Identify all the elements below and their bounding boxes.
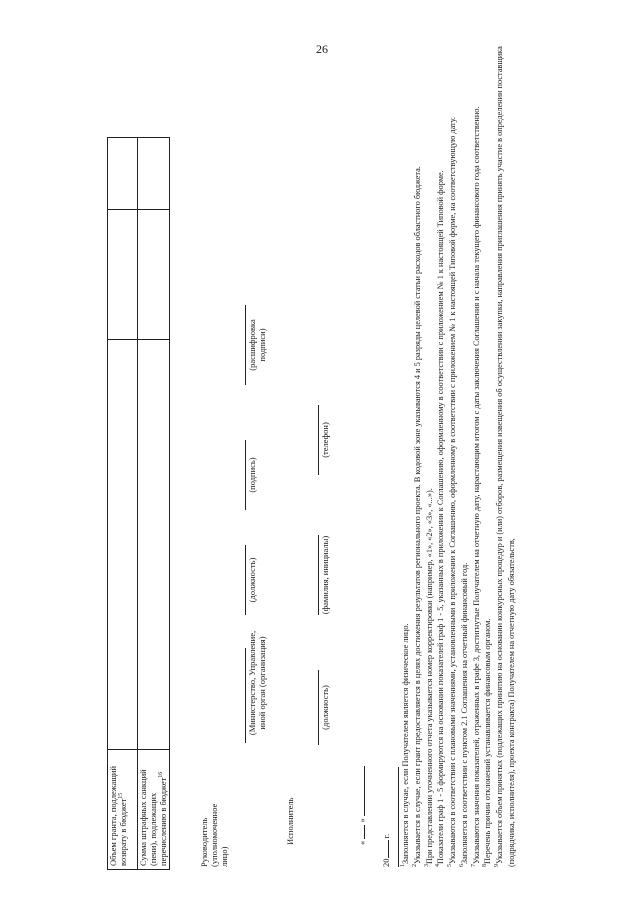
date-field xyxy=(358,766,368,845)
day-blank xyxy=(364,825,365,839)
ministry-caption: (Министерство, Управление, иной орган (организация) xyxy=(247,630,267,736)
table-cell xyxy=(138,340,170,750)
table-cell xyxy=(108,138,138,210)
row1-footnote-ref: 15 xyxy=(117,792,124,799)
footnote-text: Заполняется в соответствии с пунктом 2.1 Соглашения на отчетный финансовый год. xyxy=(459,562,469,864)
footnote xyxy=(400,17,412,867)
footnotes xyxy=(400,17,518,867)
footnote-number: 3 xyxy=(423,864,430,867)
table-cell-label xyxy=(108,750,138,870)
footnote xyxy=(471,17,483,867)
table-row xyxy=(138,138,170,870)
exec-position-line xyxy=(318,670,319,745)
date-quote-close: » xyxy=(357,818,367,823)
footnote xyxy=(424,17,436,867)
ministry-line xyxy=(245,648,246,743)
position-line xyxy=(245,545,246,615)
footnote-text: При представлении уточненного отчета указывается номер корректировки (например, «1», «2», «3», «...»). xyxy=(424,488,434,864)
footnote-number: 5 xyxy=(447,864,454,867)
fio-line xyxy=(318,535,319,615)
footnote-number: 9 xyxy=(494,864,501,867)
footnote-text: Указывается объем принятых (подлежащих принятию на основании конкурсных процедур и (или) отборов, размещения извещения об осуществлении закупки, направления приглашения принять участие в определении поставщика (подрядчика, исполнителя), проекта контракта) Получателем на отчетную дату обязательств, xyxy=(495,46,517,867)
date-quote-open: « xyxy=(357,840,367,845)
footnote-text: Указываются значения показателей, отраженных в графе 3, достигнутые Получателем на отчетную дату, нарастающим итогом с даты заключения Соглашения и с начала текущего финансового года соответственно. xyxy=(471,106,481,864)
year-field xyxy=(382,834,392,867)
footnote xyxy=(459,17,471,867)
footnote-number: 1 xyxy=(400,864,407,867)
signature-line xyxy=(245,440,246,510)
footnote-text: Показатели граф 1 - 5 формируются на основании показателей граф 1 - 5, указанных в приложении к Соглашению, оформленному в соответствии с приложением № 1 к настоящей Типовой форме. xyxy=(436,170,446,864)
head-label: Руководитель (уполномоченное лицо) xyxy=(199,803,229,867)
table-cell xyxy=(108,210,138,340)
footnote-number: 4 xyxy=(435,864,442,867)
footnote-number: 6 xyxy=(459,864,466,867)
footnote xyxy=(435,17,447,867)
footnote-number: 7 xyxy=(470,864,477,867)
decode-caption: (расшифровка подписи) xyxy=(247,319,267,371)
phone-line xyxy=(318,405,319,475)
decode-line xyxy=(245,305,246,385)
year-prefix: 20 xyxy=(381,858,391,867)
footnote-number: 8 xyxy=(482,864,489,867)
footnote-text: Заполняется в случае, если Получателем является физическое лицо. xyxy=(401,623,410,864)
row2-footnote-ref: 16 xyxy=(157,771,164,778)
table-cell xyxy=(108,340,138,750)
fio-caption: (фамилия, инициалы) xyxy=(320,535,330,615)
phone-caption: (телефон) xyxy=(320,422,330,458)
footnote xyxy=(447,17,459,867)
year-blank xyxy=(388,841,389,859)
footnote xyxy=(412,17,424,867)
footnote xyxy=(494,17,518,867)
position-caption: (должность) xyxy=(247,557,257,603)
month-blank xyxy=(364,766,365,816)
grant-return-table xyxy=(107,137,170,870)
table-cell xyxy=(138,138,170,210)
footnote-text: Указывается в случае, если грант предоставляется в целях достижения результатов регионального проекта. В кодовой зоне указываются 4 и 5 разряды целевой статьи расходов областного бюджета. xyxy=(412,166,422,864)
exec-position-caption: (должность) xyxy=(320,685,330,730)
footnote xyxy=(482,17,494,867)
executor-label: Исполнитель xyxy=(285,797,295,845)
footnote-text: Указываются в соответствии с плановыми значениями, установленными в приложении к Соглашению, оформленному в соответствии с приложением № 1 к настоящей Типовой форме, на соответствующую дату. xyxy=(448,117,458,864)
table-row xyxy=(108,138,138,870)
row1-label: Объем гранта, подлежащий возврату в бюджет xyxy=(108,765,128,866)
row2-label: Сумма штрафных санкций (пени), подлежащих перечислению в бюджет xyxy=(138,769,168,866)
footnote-separator xyxy=(398,767,399,867)
signature-caption: (подпись) xyxy=(247,457,257,493)
footnote-number: 2 xyxy=(412,864,419,867)
footnote-text: Перечень причин отклонений устанавливается финансовым органом. xyxy=(483,618,493,864)
table-cell-label xyxy=(138,750,170,870)
year-suffix: г. xyxy=(381,833,391,839)
page-number: 26 xyxy=(316,42,328,56)
table-cell xyxy=(138,210,170,340)
